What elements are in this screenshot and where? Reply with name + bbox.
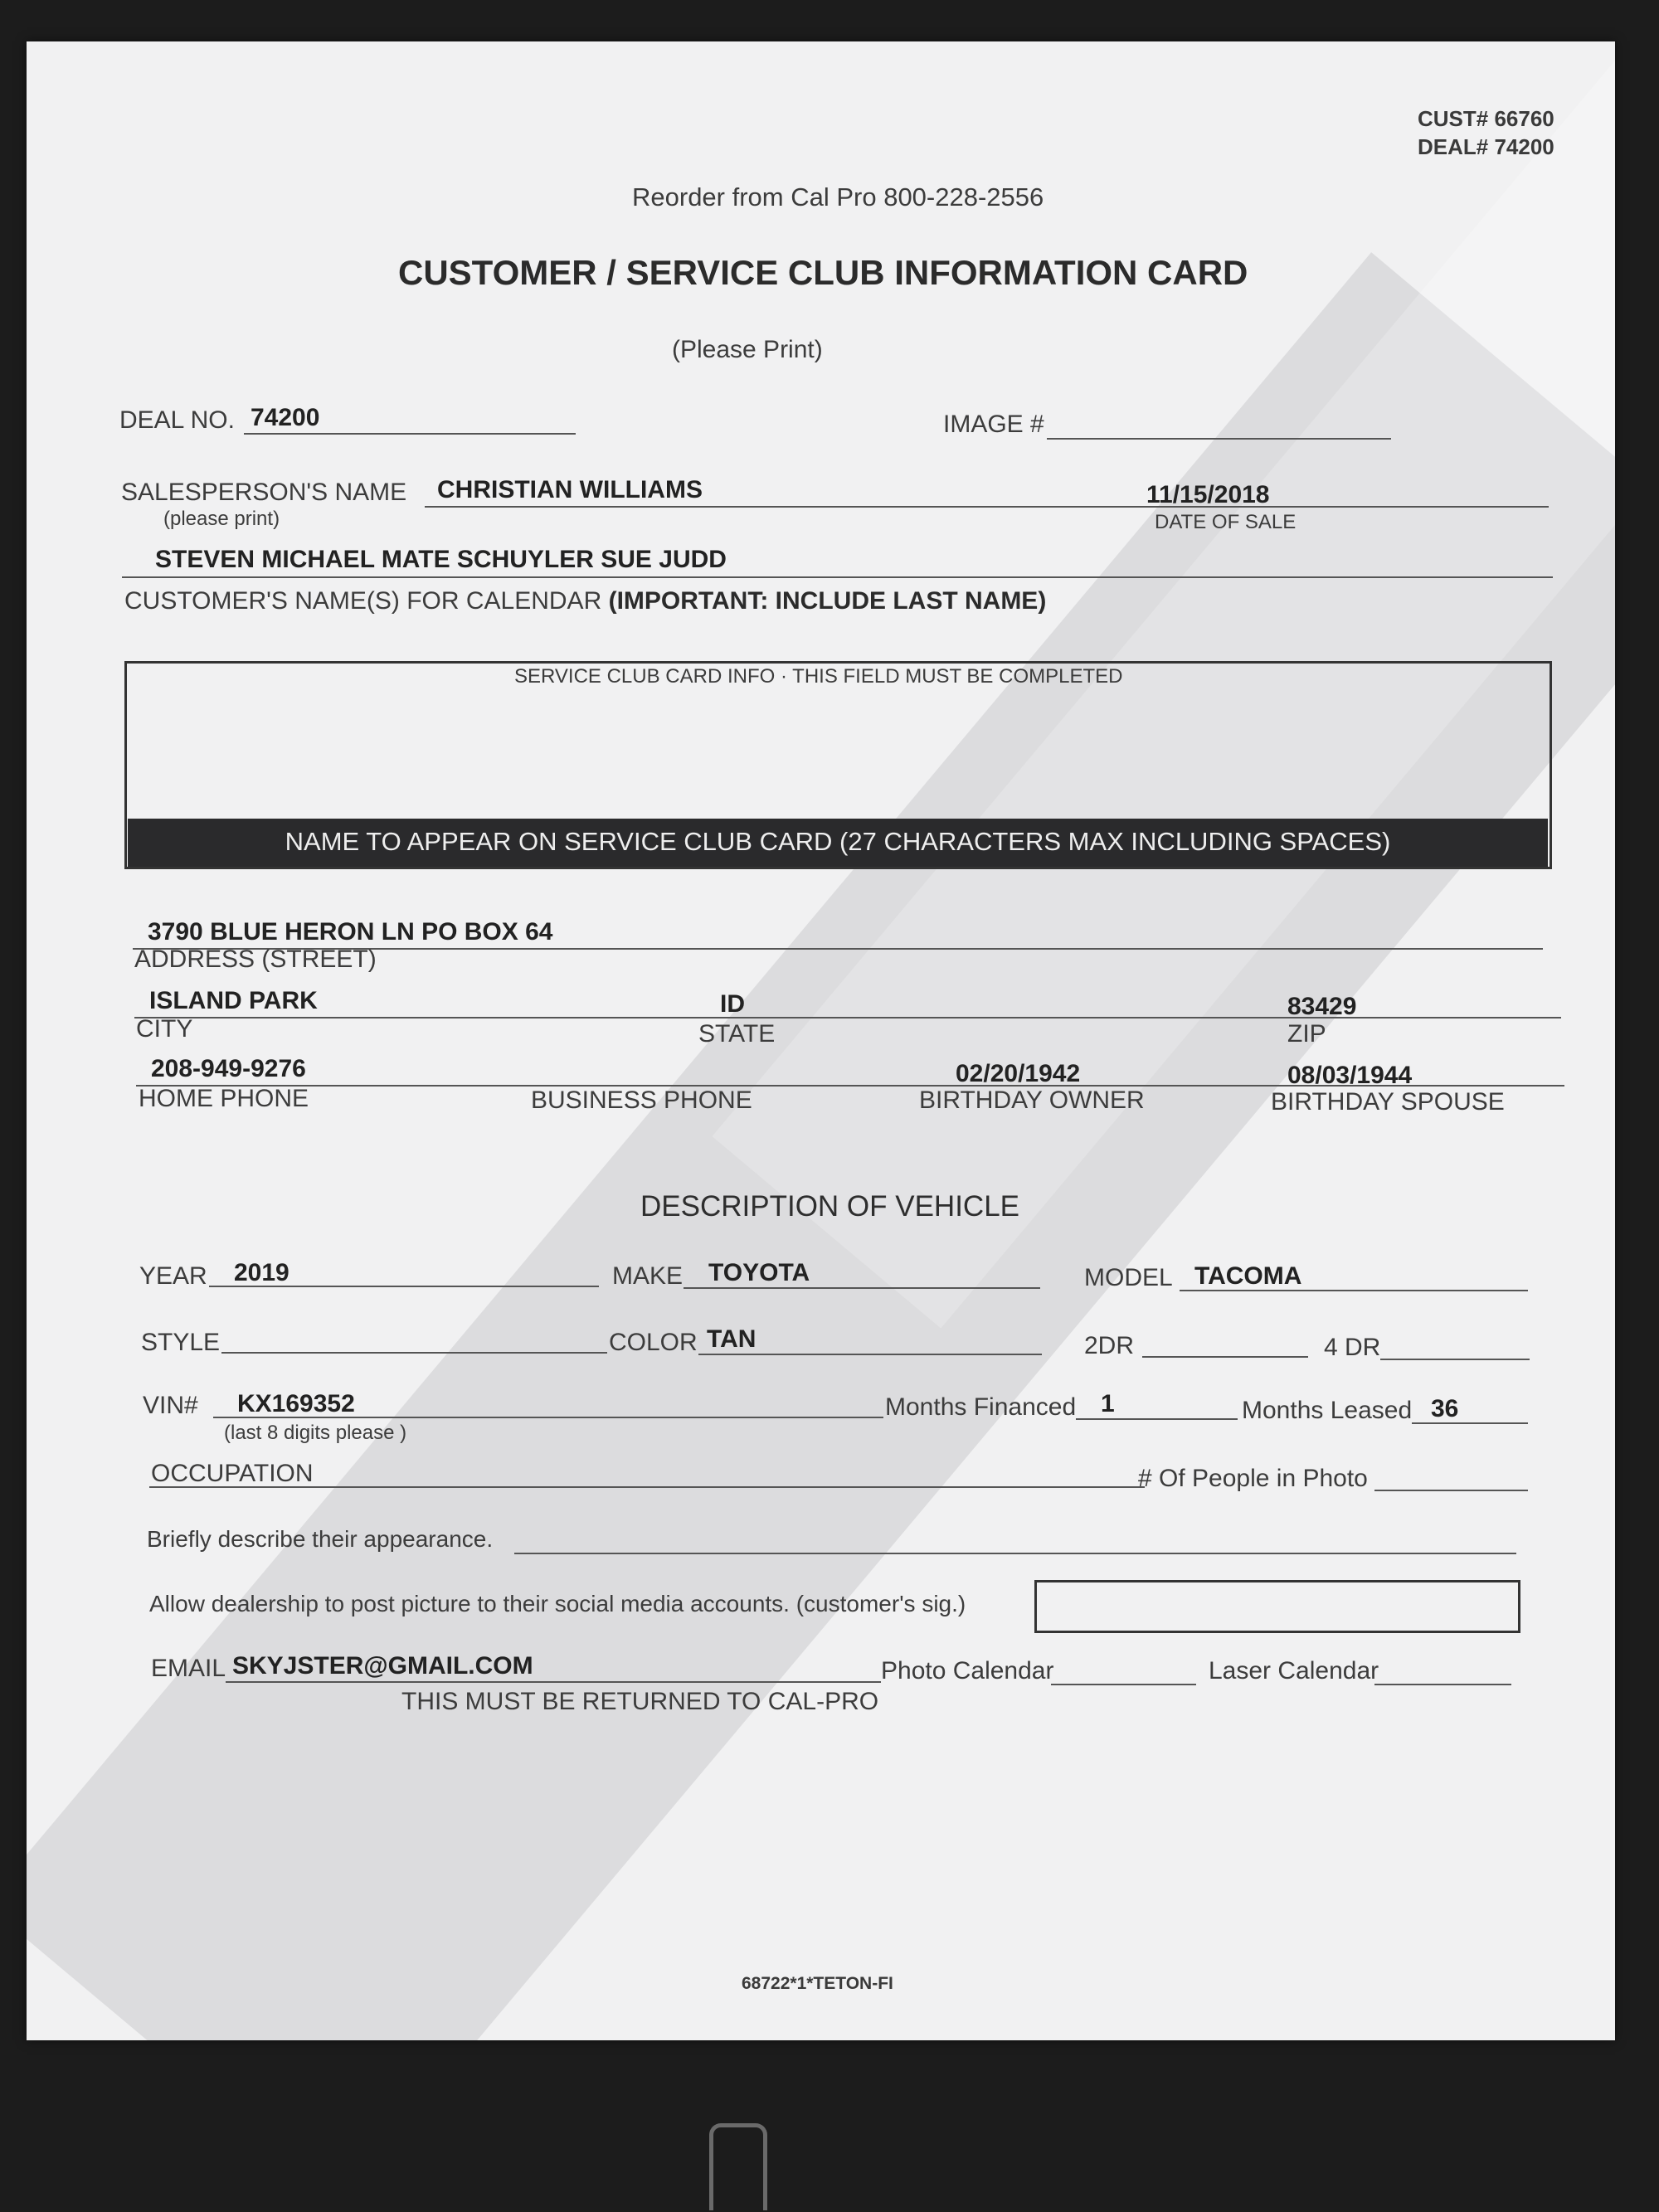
deal-no-value[interactable]: 74200 [251, 404, 320, 431]
months-financed-value[interactable]: 1 [1101, 1390, 1115, 1417]
people-in-photo-line [1374, 1490, 1528, 1491]
style-label: STYLE [141, 1329, 221, 1356]
salesperson-line [425, 506, 1549, 508]
color-line [698, 1354, 1042, 1355]
vehicle-section-title: DESCRIPTION OF VEHICLE [640, 1190, 1020, 1223]
birthday-owner-label: BIRTHDAY OWNER [919, 1087, 1145, 1114]
date-of-sale-label: DATE OF SALE [1155, 511, 1297, 533]
months-leased-label: Months Leased [1242, 1397, 1413, 1424]
months-financed-line [1076, 1418, 1238, 1420]
form-title: CUSTOMER / SERVICE CLUB INFORMATION CARD [398, 253, 1248, 292]
email-line [226, 1681, 881, 1683]
make-line [684, 1287, 1040, 1289]
months-leased-line [1412, 1422, 1528, 1424]
salesperson-label: SALESPERSON'S NAME [121, 479, 407, 506]
months-financed-label: Months Financed [885, 1393, 1077, 1421]
deal-number-top: DEAL# 74200 [1418, 134, 1554, 159]
email-value[interactable]: SKYJSTER@GMAIL.COM [232, 1652, 533, 1680]
two-door-label: 2DR [1084, 1332, 1135, 1359]
form-paper [27, 41, 1615, 2040]
four-door-label: 4 DR [1324, 1334, 1381, 1361]
birthday-spouse-label: BIRTHDAY SPOUSE [1271, 1088, 1505, 1116]
birthday-spouse-value[interactable]: 08/03/1944 [1287, 1062, 1413, 1089]
birthday-owner-value[interactable]: 02/20/1942 [956, 1060, 1081, 1087]
year-label: YEAR [139, 1262, 207, 1290]
cust-number: CUST# 66760 [1418, 106, 1554, 131]
appearance-line [514, 1553, 1516, 1554]
color-value[interactable]: TAN [707, 1325, 757, 1353]
business-phone-label: BUSINESS PHONE [531, 1087, 752, 1114]
months-leased-value[interactable]: 36 [1431, 1395, 1459, 1422]
two-door-line [1142, 1356, 1308, 1358]
photo-calendar-line [1051, 1684, 1196, 1685]
style-line [221, 1352, 607, 1354]
laser-calendar-label: Laser Calendar [1209, 1657, 1379, 1685]
image-label: IMAGE # [943, 411, 1044, 438]
photo-calendar-label: Photo Calendar [881, 1657, 1054, 1685]
occupation-label: OCCUPATION [151, 1460, 314, 1487]
four-door-line [1380, 1359, 1530, 1360]
appearance-label: Briefly describe their appearance. [147, 1526, 494, 1552]
city-value[interactable]: ISLAND PARK [149, 987, 318, 1014]
customer-names-label [124, 587, 1046, 615]
customer-names-label-text: CUSTOMER'S NAME(S) FOR CALENDAR [124, 587, 602, 615]
color-label: COLOR [609, 1329, 698, 1356]
home-phone-value[interactable]: 208-949-9276 [151, 1055, 306, 1082]
return-note: THIS MUST BE RETURNED TO CAL-PRO [401, 1688, 879, 1715]
state-label: STATE [698, 1020, 776, 1048]
year-line [209, 1286, 599, 1287]
deal-no-line [244, 433, 576, 435]
model-value[interactable]: TACOMA [1194, 1262, 1302, 1290]
zip-value[interactable]: 83429 [1287, 993, 1357, 1020]
deal-no-label: DEAL NO. [119, 406, 235, 434]
make-label: MAKE [612, 1262, 684, 1290]
vin-line [213, 1417, 883, 1418]
salesperson-value[interactable]: CHRISTIAN WILLIAMS [437, 476, 703, 503]
phones-line [136, 1085, 1564, 1087]
street-label: ADDRESS (STREET) [134, 946, 377, 973]
vin-value[interactable]: KX169352 [237, 1390, 355, 1417]
service-club-title: SERVICE CLUB CARD INFO · THIS FIELD MUST BE COMPLETED [514, 665, 1123, 688]
binder-clip [709, 2123, 767, 2210]
year-value[interactable]: 2019 [234, 1259, 289, 1286]
people-in-photo-label: # Of People in Photo [1138, 1465, 1368, 1492]
laser-calendar-line [1374, 1684, 1511, 1685]
customer-signature-box[interactable] [1034, 1580, 1520, 1633]
vin-hint: (last 8 digits please ) [224, 1422, 407, 1444]
city-line [134, 1017, 1561, 1018]
please-print: (Please Print) [672, 336, 823, 363]
vin-label: VIN# [143, 1392, 198, 1419]
email-label: EMAIL [151, 1655, 226, 1682]
customer-names-line [122, 576, 1553, 578]
salesperson-hint: (please print) [163, 508, 280, 530]
state-value[interactable]: ID [720, 990, 745, 1018]
occupation-line [149, 1486, 1145, 1488]
model-line [1180, 1290, 1528, 1291]
form-code: 68722*1*TETON-FI [742, 1974, 893, 1993]
customer-names-value[interactable]: STEVEN MICHAEL MATE SCHUYLER SUE JUDD [155, 546, 727, 573]
date-of-sale-value[interactable]: 11/15/2018 [1146, 481, 1270, 508]
social-media-label: Allow dealership to post picture to their social media accounts. (customer's sig.) [149, 1591, 966, 1616]
make-value[interactable]: TOYOTA [708, 1259, 810, 1286]
street-value[interactable]: 3790 BLUE HERON LN PO BOX 64 [148, 918, 553, 946]
zip-label: ZIP [1287, 1020, 1326, 1048]
model-label: MODEL [1084, 1264, 1173, 1291]
home-phone-label: HOME PHONE [139, 1085, 309, 1112]
service-club-bar: NAME TO APPEAR ON SERVICE CLUB CARD (27 CHARACTERS MAX INCLUDING SPACES) [128, 819, 1548, 867]
city-label: CITY [136, 1015, 193, 1043]
customer-names-important: (IMPORTANT: INCLUDE LAST NAME) [608, 587, 1047, 615]
image-line [1047, 438, 1391, 440]
reorder-text: Reorder from Cal Pro 800-228-2556 [632, 182, 1044, 211]
